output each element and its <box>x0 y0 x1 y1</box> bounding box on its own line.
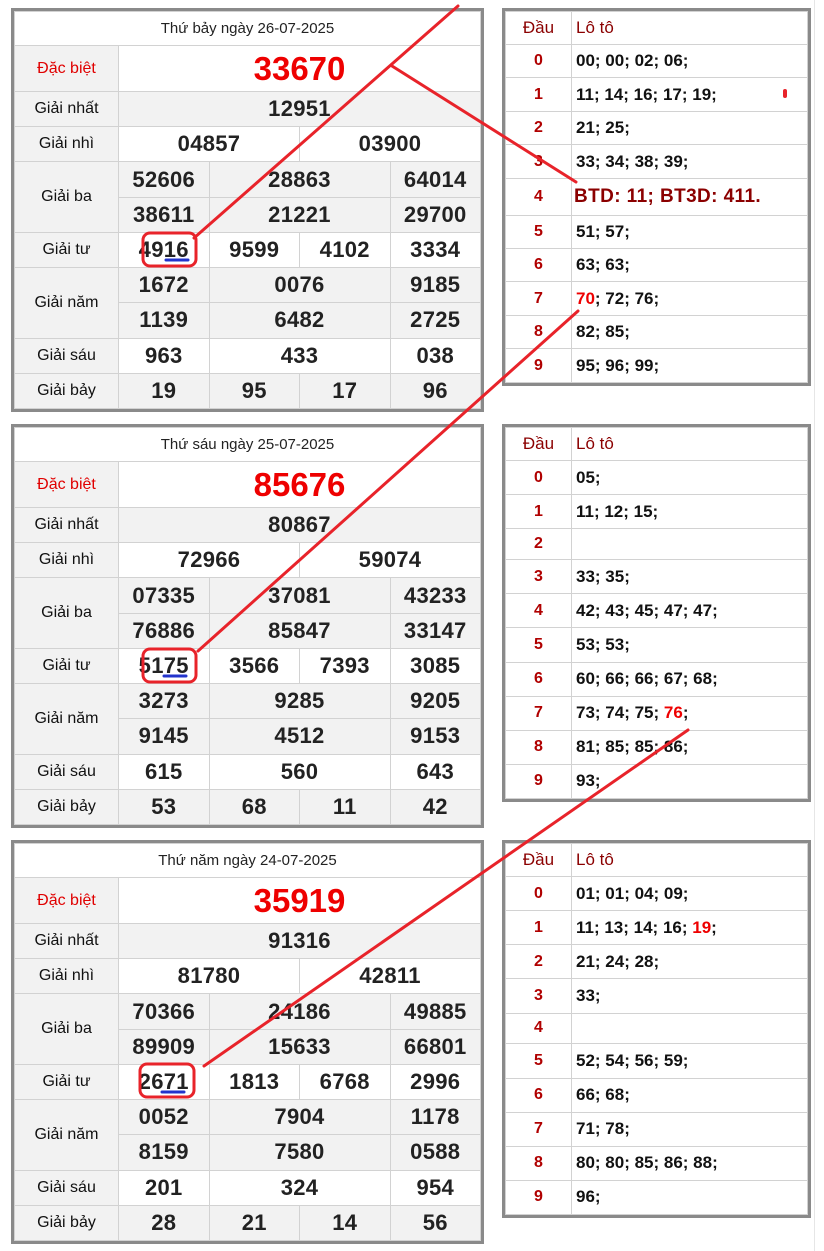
loto-dau: 3 <box>506 560 572 594</box>
seventh-prize-number: 11 <box>300 789 391 824</box>
label-third-prize: Giải ba <box>15 578 119 648</box>
fourth-prize-number: 5175 <box>119 648 210 683</box>
fourth-prize-number: 6768 <box>300 1064 391 1099</box>
result-date-title: Thứ bảy ngày 26-07-2025 <box>15 12 481 46</box>
fifth-prize-number: 3273 <box>119 684 210 719</box>
loto-highlight-number: 19 <box>692 917 712 937</box>
loto-dau: 5 <box>506 628 572 662</box>
seventh-prize-number: 53 <box>119 789 210 824</box>
loto-numbers-tail: ; <box>682 703 689 723</box>
fifth-prize-number: 2725 <box>390 303 481 338</box>
seventh-prize-number: 42 <box>390 789 481 824</box>
third-prize-number: 76886 <box>119 613 210 648</box>
label-second-prize: Giải nhì <box>15 959 119 994</box>
result-table-0726 <box>11 8 484 412</box>
result-date-title: Thứ năm ngày 24-07-2025 <box>15 844 481 878</box>
label-first-prize: Giải nhất <box>15 924 119 959</box>
loto-numbers: 71; 78; <box>572 1112 808 1146</box>
loto-dau: 1 <box>506 495 572 529</box>
sixth-prize-number: 643 <box>390 754 481 789</box>
loto-dau: 5 <box>506 1044 572 1078</box>
loto-dau: 9 <box>506 1180 572 1214</box>
page-edge-line <box>814 0 815 1251</box>
sixth-prize-number: 201 <box>119 1170 210 1205</box>
sixth-prize-number: 038 <box>390 338 481 373</box>
fifth-prize-number: 4512 <box>209 719 390 754</box>
loto-table-0725 <box>502 424 811 802</box>
label-seventh-prize: Giải bảy <box>15 373 119 408</box>
loto-numbers <box>572 911 808 945</box>
third-prize-number: 49885 <box>390 994 481 1029</box>
loto-numbers: 63; 63; <box>572 249 808 282</box>
label-seventh-prize: Giải bảy <box>15 1205 119 1240</box>
second-prize-number: 81780 <box>119 959 300 994</box>
loto-numbers: 00; 00; 02; 06; <box>572 45 808 78</box>
label-sixth-prize: Giải sáu <box>15 754 119 789</box>
loto-dau: 1 <box>506 78 572 111</box>
fifth-prize-number: 7580 <box>209 1135 390 1170</box>
label-first-prize: Giải nhất <box>15 508 119 543</box>
loto-highlight-number: 70 <box>576 288 595 308</box>
loto-numbers <box>572 529 808 560</box>
third-prize-number: 70366 <box>119 994 210 1029</box>
seventh-prize-number: 17 <box>300 373 391 408</box>
loto-numbers: 21; 24; 28; <box>572 945 808 979</box>
label-special-prize: Đặc biệt <box>15 462 119 508</box>
loto-dau: 2 <box>506 111 572 144</box>
loto-table-0726 <box>502 8 811 386</box>
label-fifth-prize: Giải năm <box>15 1100 119 1170</box>
fourth-prize-number: 3085 <box>390 648 481 683</box>
loto-numbers: 96; <box>572 1180 808 1214</box>
label-special-prize: Đặc biệt <box>15 878 119 924</box>
fourth-prize-number: 4102 <box>300 232 391 267</box>
label-second-prize: Giải nhì <box>15 127 119 162</box>
loto-numbers: 81; 85; 85; 86; <box>572 730 808 764</box>
sixth-prize-number: 433 <box>209 338 390 373</box>
fifth-prize-number: 1672 <box>119 268 210 303</box>
loto-head-dau: Đầu <box>506 428 572 461</box>
loto-head-loto: Lô tô <box>572 12 808 45</box>
loto-numbers <box>572 696 808 730</box>
result-date-title: Thứ sáu ngày 25-07-2025 <box>15 428 481 462</box>
special-prize-number: 33670 <box>119 46 481 92</box>
loto-annotation-note: BTD: 11; BT3D: 411. <box>572 178 808 215</box>
first-prize-number: 91316 <box>119 924 481 959</box>
third-prize-number: 28863 <box>209 162 390 197</box>
loto-numbers <box>572 1013 808 1044</box>
seventh-prize-number: 68 <box>209 789 300 824</box>
third-prize-number: 66801 <box>390 1029 481 1064</box>
third-prize-number: 33147 <box>390 613 481 648</box>
third-prize-number: 15633 <box>209 1029 390 1064</box>
loto-numbers: 33; 34; 38; 39; <box>572 145 808 178</box>
fifth-prize-number: 9145 <box>119 719 210 754</box>
third-prize-number: 52606 <box>119 162 210 197</box>
label-fifth-prize: Giải năm <box>15 684 119 754</box>
loto-numbers: 52; 54; 56; 59; <box>572 1044 808 1078</box>
loto-head-loto: Lô tô <box>572 844 808 877</box>
special-prize-number: 35919 <box>119 878 481 924</box>
sixth-prize-number: 963 <box>119 338 210 373</box>
third-prize-number: 24186 <box>209 994 390 1029</box>
second-prize-number: 59074 <box>300 543 481 578</box>
loto-highlight-number: 76 <box>663 703 683 723</box>
loto-head-loto: Lô tô <box>572 428 808 461</box>
loto-dau: 3 <box>506 979 572 1013</box>
loto-dau: 9 <box>506 764 572 798</box>
third-prize-number: 38611 <box>119 197 210 232</box>
loto-numbers: 01; 01; 04; 09; <box>572 877 808 911</box>
loto-numbers: 11; 14; 16; 17; 19; <box>572 78 808 111</box>
third-prize-number: 64014 <box>390 162 481 197</box>
fifth-prize-number: 6482 <box>209 303 390 338</box>
loto-numbers: 60; 66; 66; 67; 68; <box>572 662 808 696</box>
label-third-prize: Giải ba <box>15 994 119 1064</box>
loto-numbers-rest: 11; 13; 14; 16; <box>576 917 693 937</box>
loto-dau: 8 <box>506 730 572 764</box>
loto-head-dau: Đầu <box>506 12 572 45</box>
fifth-prize-number: 8159 <box>119 1135 210 1170</box>
loto-numbers-tail: ; <box>711 917 717 937</box>
loto-dau: 8 <box>506 315 572 348</box>
loto-numbers: 42; 43; 45; 47; 47; <box>572 594 808 628</box>
fourth-prize-number: 3334 <box>390 232 481 267</box>
fourth-prize-number: 3566 <box>209 648 300 683</box>
fifth-prize-number: 1178 <box>390 1100 481 1135</box>
loto-numbers: 95; 96; 99; <box>572 349 808 383</box>
loto-dau: 2 <box>506 529 572 560</box>
third-prize-number: 37081 <box>209 578 390 613</box>
loto-numbers: 82; 85; <box>572 315 808 348</box>
loto-dau: 7 <box>506 282 572 315</box>
loto-numbers: 93; <box>572 764 808 798</box>
sixth-prize-number: 615 <box>119 754 210 789</box>
loto-numbers: 21; 25; <box>572 111 808 144</box>
loto-table-0724 <box>502 840 811 1218</box>
fifth-prize-number: 0588 <box>390 1135 481 1170</box>
third-prize-number: 85847 <box>209 613 390 648</box>
label-third-prize: Giải ba <box>15 162 119 232</box>
sixth-prize-number: 954 <box>390 1170 481 1205</box>
label-fourth-prize: Giải tư <box>15 1064 119 1099</box>
loto-numbers: 33; <box>572 979 808 1013</box>
loto-head-dau: Đầu <box>506 844 572 877</box>
seventh-prize-number: 21 <box>209 1205 300 1240</box>
second-prize-number: 04857 <box>119 127 300 162</box>
fourth-prize-number: 2996 <box>390 1064 481 1099</box>
loto-dau: 6 <box>506 1078 572 1112</box>
loto-numbers: 51; 57; <box>572 215 808 248</box>
seventh-prize-number: 28 <box>119 1205 210 1240</box>
fourth-prize-number: 4916 <box>119 232 210 267</box>
seventh-prize-number: 96 <box>390 373 481 408</box>
label-fourth-prize: Giải tư <box>15 232 119 267</box>
third-prize-number: 89909 <box>119 1029 210 1064</box>
third-prize-number: 43233 <box>390 578 481 613</box>
fifth-prize-number: 9185 <box>390 268 481 303</box>
label-fourth-prize: Giải tư <box>15 648 119 683</box>
loto-dau: 2 <box>506 945 572 979</box>
loto-numbers: 11; 12; 15; <box>572 495 808 529</box>
third-prize-number: 21221 <box>209 197 390 232</box>
loto-numbers: 80; 80; 85; 86; 88; <box>572 1146 808 1180</box>
loto-dau: 0 <box>506 45 572 78</box>
loto-numbers: 05; <box>572 461 808 495</box>
loto-numbers: 53; 53; <box>572 628 808 662</box>
result-table-0725 <box>11 424 484 828</box>
loto-dau: 7 <box>506 696 572 730</box>
fifth-prize-number: 0076 <box>209 268 390 303</box>
fifth-prize-number: 7904 <box>209 1100 390 1135</box>
seventh-prize-number: 95 <box>209 373 300 408</box>
second-prize-number: 72966 <box>119 543 300 578</box>
sixth-prize-number: 560 <box>209 754 390 789</box>
loto-dau: 4 <box>506 594 572 628</box>
seventh-prize-number: 19 <box>119 373 210 408</box>
loto-dau: 6 <box>506 662 572 696</box>
label-fifth-prize: Giải năm <box>15 268 119 338</box>
result-table-0724 <box>11 840 484 1244</box>
sixth-prize-number: 324 <box>209 1170 390 1205</box>
fifth-prize-number: 1139 <box>119 303 210 338</box>
fifth-prize-number: 9205 <box>390 684 481 719</box>
loto-dau: 7 <box>506 1112 572 1146</box>
third-prize-number: 29700 <box>390 197 481 232</box>
fourth-prize-number: 1813 <box>209 1064 300 1099</box>
loto-dau: 3 <box>506 145 572 178</box>
fifth-prize-number: 9285 <box>209 684 390 719</box>
loto-dau: 0 <box>506 877 572 911</box>
loto-dau: 6 <box>506 249 572 282</box>
fourth-prize-number: 7393 <box>300 648 391 683</box>
loto-numbers: 66; 68; <box>572 1078 808 1112</box>
loto-dau: 8 <box>506 1146 572 1180</box>
third-prize-number: 07335 <box>119 578 210 613</box>
loto-dau: 4 <box>506 1013 572 1044</box>
loto-dau: 5 <box>506 215 572 248</box>
seventh-prize-number: 56 <box>390 1205 481 1240</box>
fifth-prize-number: 0052 <box>119 1100 210 1135</box>
special-prize-number: 85676 <box>119 462 481 508</box>
label-seventh-prize: Giải bảy <box>15 789 119 824</box>
label-sixth-prize: Giải sáu <box>15 1170 119 1205</box>
loto-dau: 1 <box>506 911 572 945</box>
label-second-prize: Giải nhì <box>15 543 119 578</box>
label-first-prize: Giải nhất <box>15 92 119 127</box>
first-prize-number: 80867 <box>119 508 481 543</box>
loto-dau: 0 <box>506 461 572 495</box>
loto-numbers: 33; 35; <box>572 560 808 594</box>
seventh-prize-number: 14 <box>300 1205 391 1240</box>
loto-dau: 9 <box>506 349 572 383</box>
fifth-prize-number: 9153 <box>390 719 481 754</box>
loto-numbers <box>572 282 808 315</box>
first-prize-number: 12951 <box>119 92 481 127</box>
label-sixth-prize: Giải sáu <box>15 338 119 373</box>
loto-dau: 4 <box>506 178 572 215</box>
loto-numbers-rest: 73; 74; 75; <box>576 703 664 723</box>
second-prize-number: 03900 <box>300 127 481 162</box>
fourth-prize-number: 9599 <box>209 232 300 267</box>
second-prize-number: 42811 <box>300 959 481 994</box>
label-special-prize: Đặc biệt <box>15 46 119 92</box>
fourth-prize-number: 2671 <box>119 1064 210 1099</box>
loto-numbers-rest: ; 72; 76; <box>594 288 660 308</box>
